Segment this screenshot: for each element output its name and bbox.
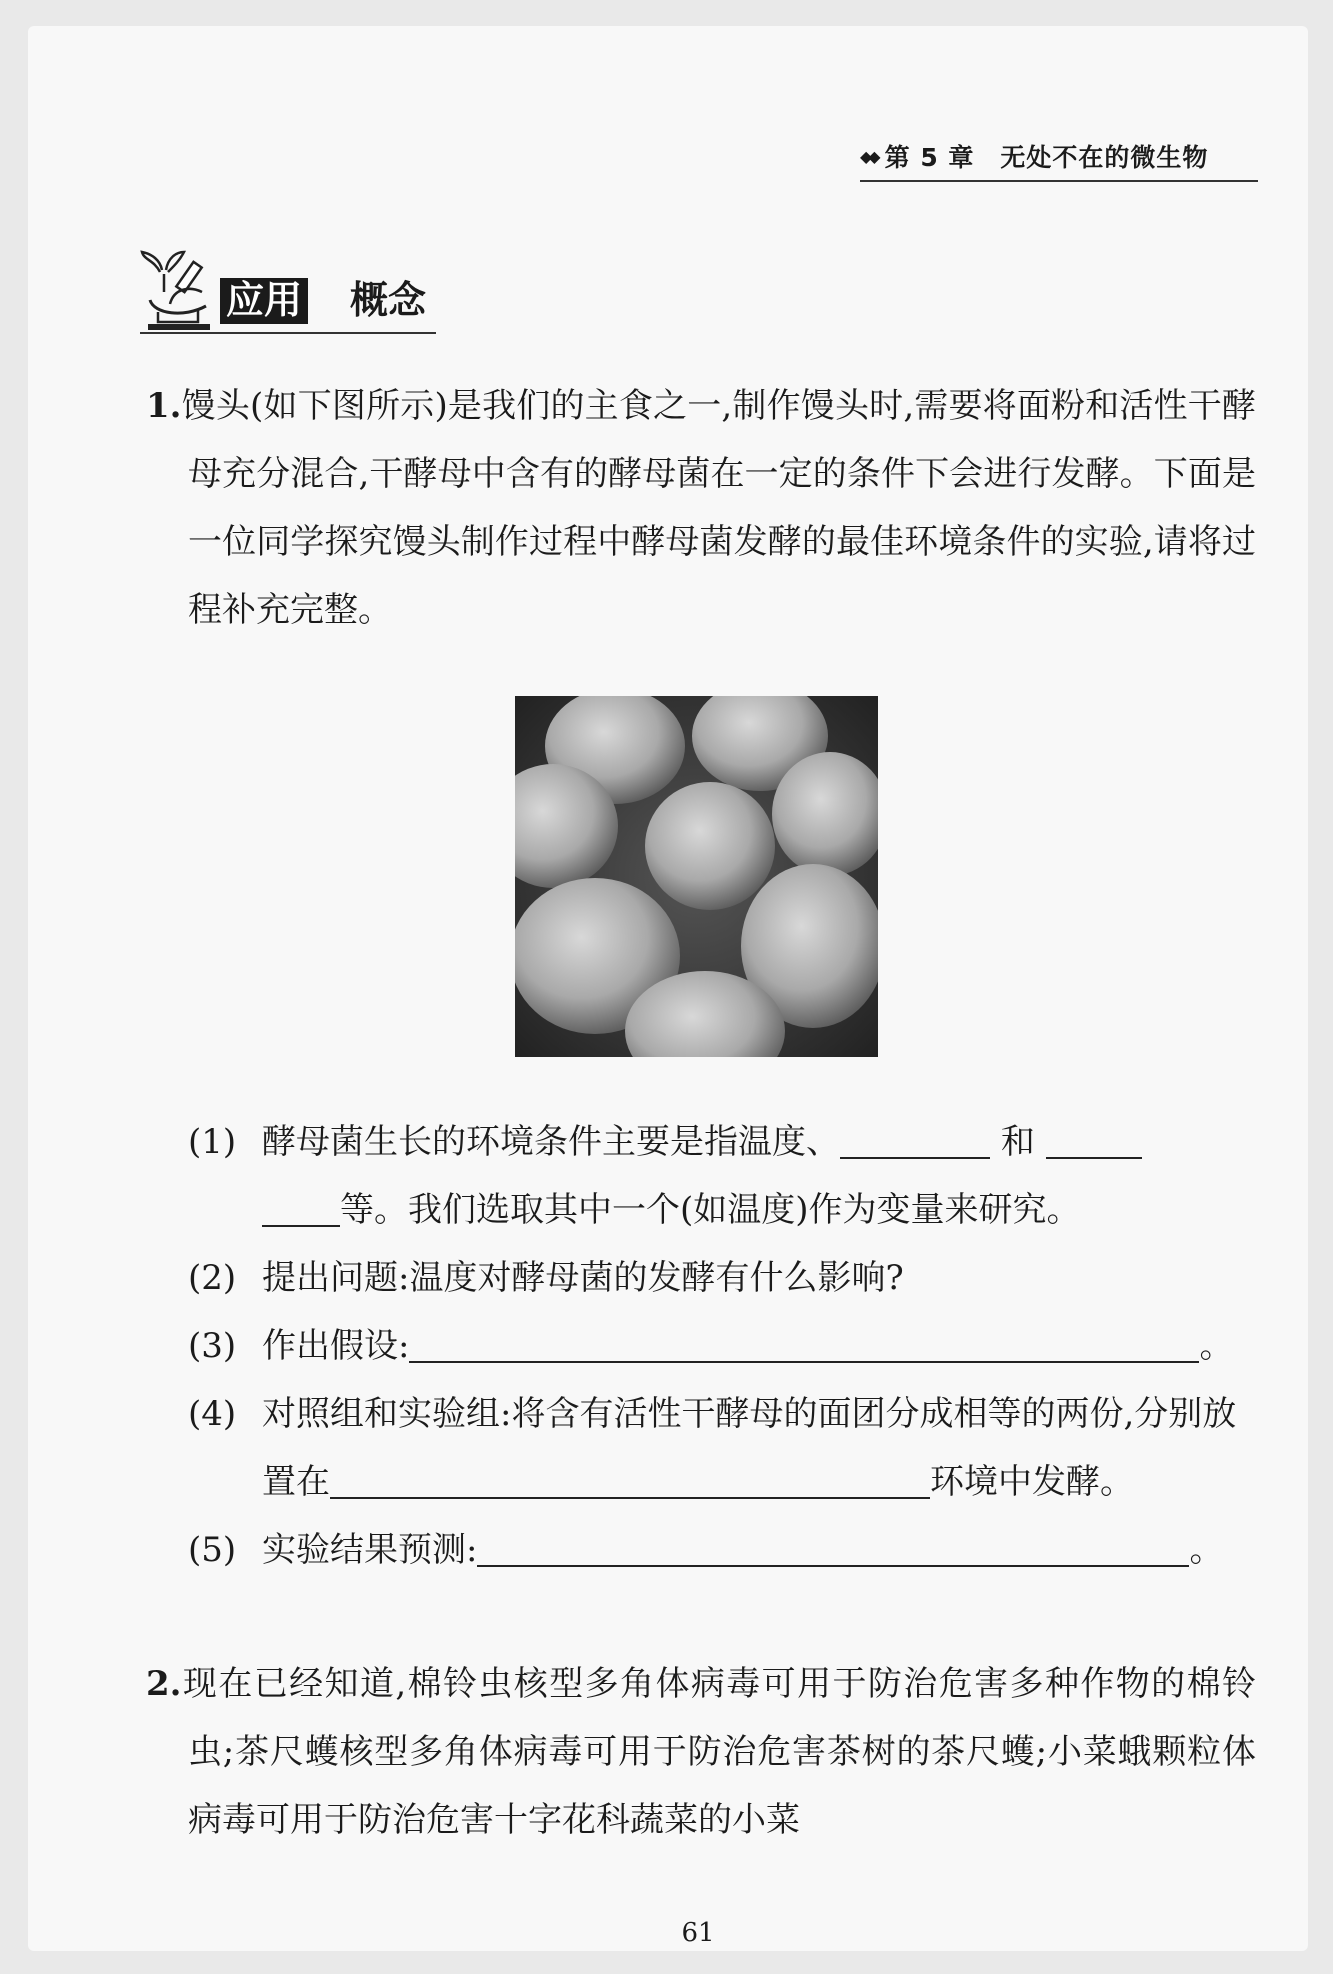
- subquestion-text: 等。我们选取其中一个(如温度)作为变量来研究。: [340, 1190, 1081, 1230]
- page: [28, 26, 1308, 1951]
- page-number-text: 61: [681, 1918, 715, 1948]
- diamond-icon: ◆◆: [860, 146, 877, 166]
- answer-blank[interactable]: [409, 1321, 1199, 1363]
- page-number: [648, 1918, 748, 1948]
- question-1-text: 馒头(如下图所示)是我们的主食之一,制作馒头时,需要将面粉和活性干酵母充分混合,干酵母中含有的酵母菌在一定的条件下会进行发酵。下面是一位同学探究馒头制作过程中酵母菌发酵的最佳环境条件的实验,请将过程补充完整。: [181, 386, 1256, 630]
- question-2-text: 现在已经知道,棉铃虫核型多角体病毒可用于防治危害多种作物的棉铃虫;茶尺蠖核型多角体病毒可用于防治危害茶树的茶尺蠖;小菜蛾颗粒体病毒可用于防治危害十字花科蔬菜的小菜: [181, 1664, 1256, 1840]
- subquestion-text: 实验结果预测:: [262, 1530, 478, 1570]
- answer-blank[interactable]: [262, 1185, 340, 1227]
- chapter-label: 第 5 章: [884, 143, 975, 172]
- question-1: [146, 372, 1256, 644]
- subquestion-5: [188, 1516, 1258, 1584]
- chapter-title: 无处不在的微生物: [1000, 143, 1209, 172]
- question-2-paragraph: [146, 1650, 1256, 1854]
- subquestion-text: 对照组和实验组:将含有活性干酵母的面团分成相等的两份,分别放置在: [262, 1394, 1237, 1502]
- subquestion-text: 提出问题:温度对酵母菌的发酵有什么影响?: [262, 1258, 904, 1298]
- subquestion-label: (1): [188, 1122, 237, 1162]
- subquestion-label: (4): [188, 1394, 237, 1434]
- subquestion-label: (2): [188, 1258, 237, 1298]
- steamed-buns-photo: [515, 696, 878, 1057]
- answer-blank[interactable]: [1046, 1117, 1142, 1159]
- subquestion-label: (3): [188, 1326, 237, 1366]
- question-1-subquestions: [188, 1108, 1258, 1584]
- subquestion-text: 酵母菌生长的环境条件主要是指温度、: [262, 1122, 840, 1162]
- subquestion-text: 。: [1199, 1326, 1234, 1366]
- subquestion-text: 作出假设:: [262, 1326, 410, 1366]
- section-underline: [140, 332, 436, 334]
- section-title-plain: 概念: [350, 278, 427, 322]
- subquestion-2: [188, 1244, 1258, 1312]
- subquestion-label: (5): [188, 1530, 237, 1570]
- subquestion-text: 。: [1189, 1530, 1224, 1570]
- question-1-number: 1.: [146, 386, 182, 426]
- question-1-paragraph: [146, 372, 1256, 644]
- subquestion-1: [188, 1108, 1258, 1244]
- microscope-plant-icon: [140, 248, 220, 334]
- chapter-header: [860, 138, 1258, 182]
- answer-blank[interactable]: [330, 1457, 930, 1499]
- subquestion-3: [188, 1312, 1258, 1380]
- section-heading: [140, 248, 438, 334]
- subquestion-text: 环境中发酵。: [930, 1462, 1134, 1502]
- subquestion-4: [188, 1380, 1258, 1516]
- subquestion-4-text: [262, 1394, 1236, 1502]
- subquestion-text: 和: [1000, 1122, 1035, 1162]
- answer-blank[interactable]: [477, 1525, 1189, 1567]
- answer-blank[interactable]: [840, 1117, 990, 1159]
- question-2-number: 2.: [146, 1664, 182, 1704]
- question-2: [146, 1650, 1256, 1854]
- section-title-boxed: 应用: [220, 278, 308, 324]
